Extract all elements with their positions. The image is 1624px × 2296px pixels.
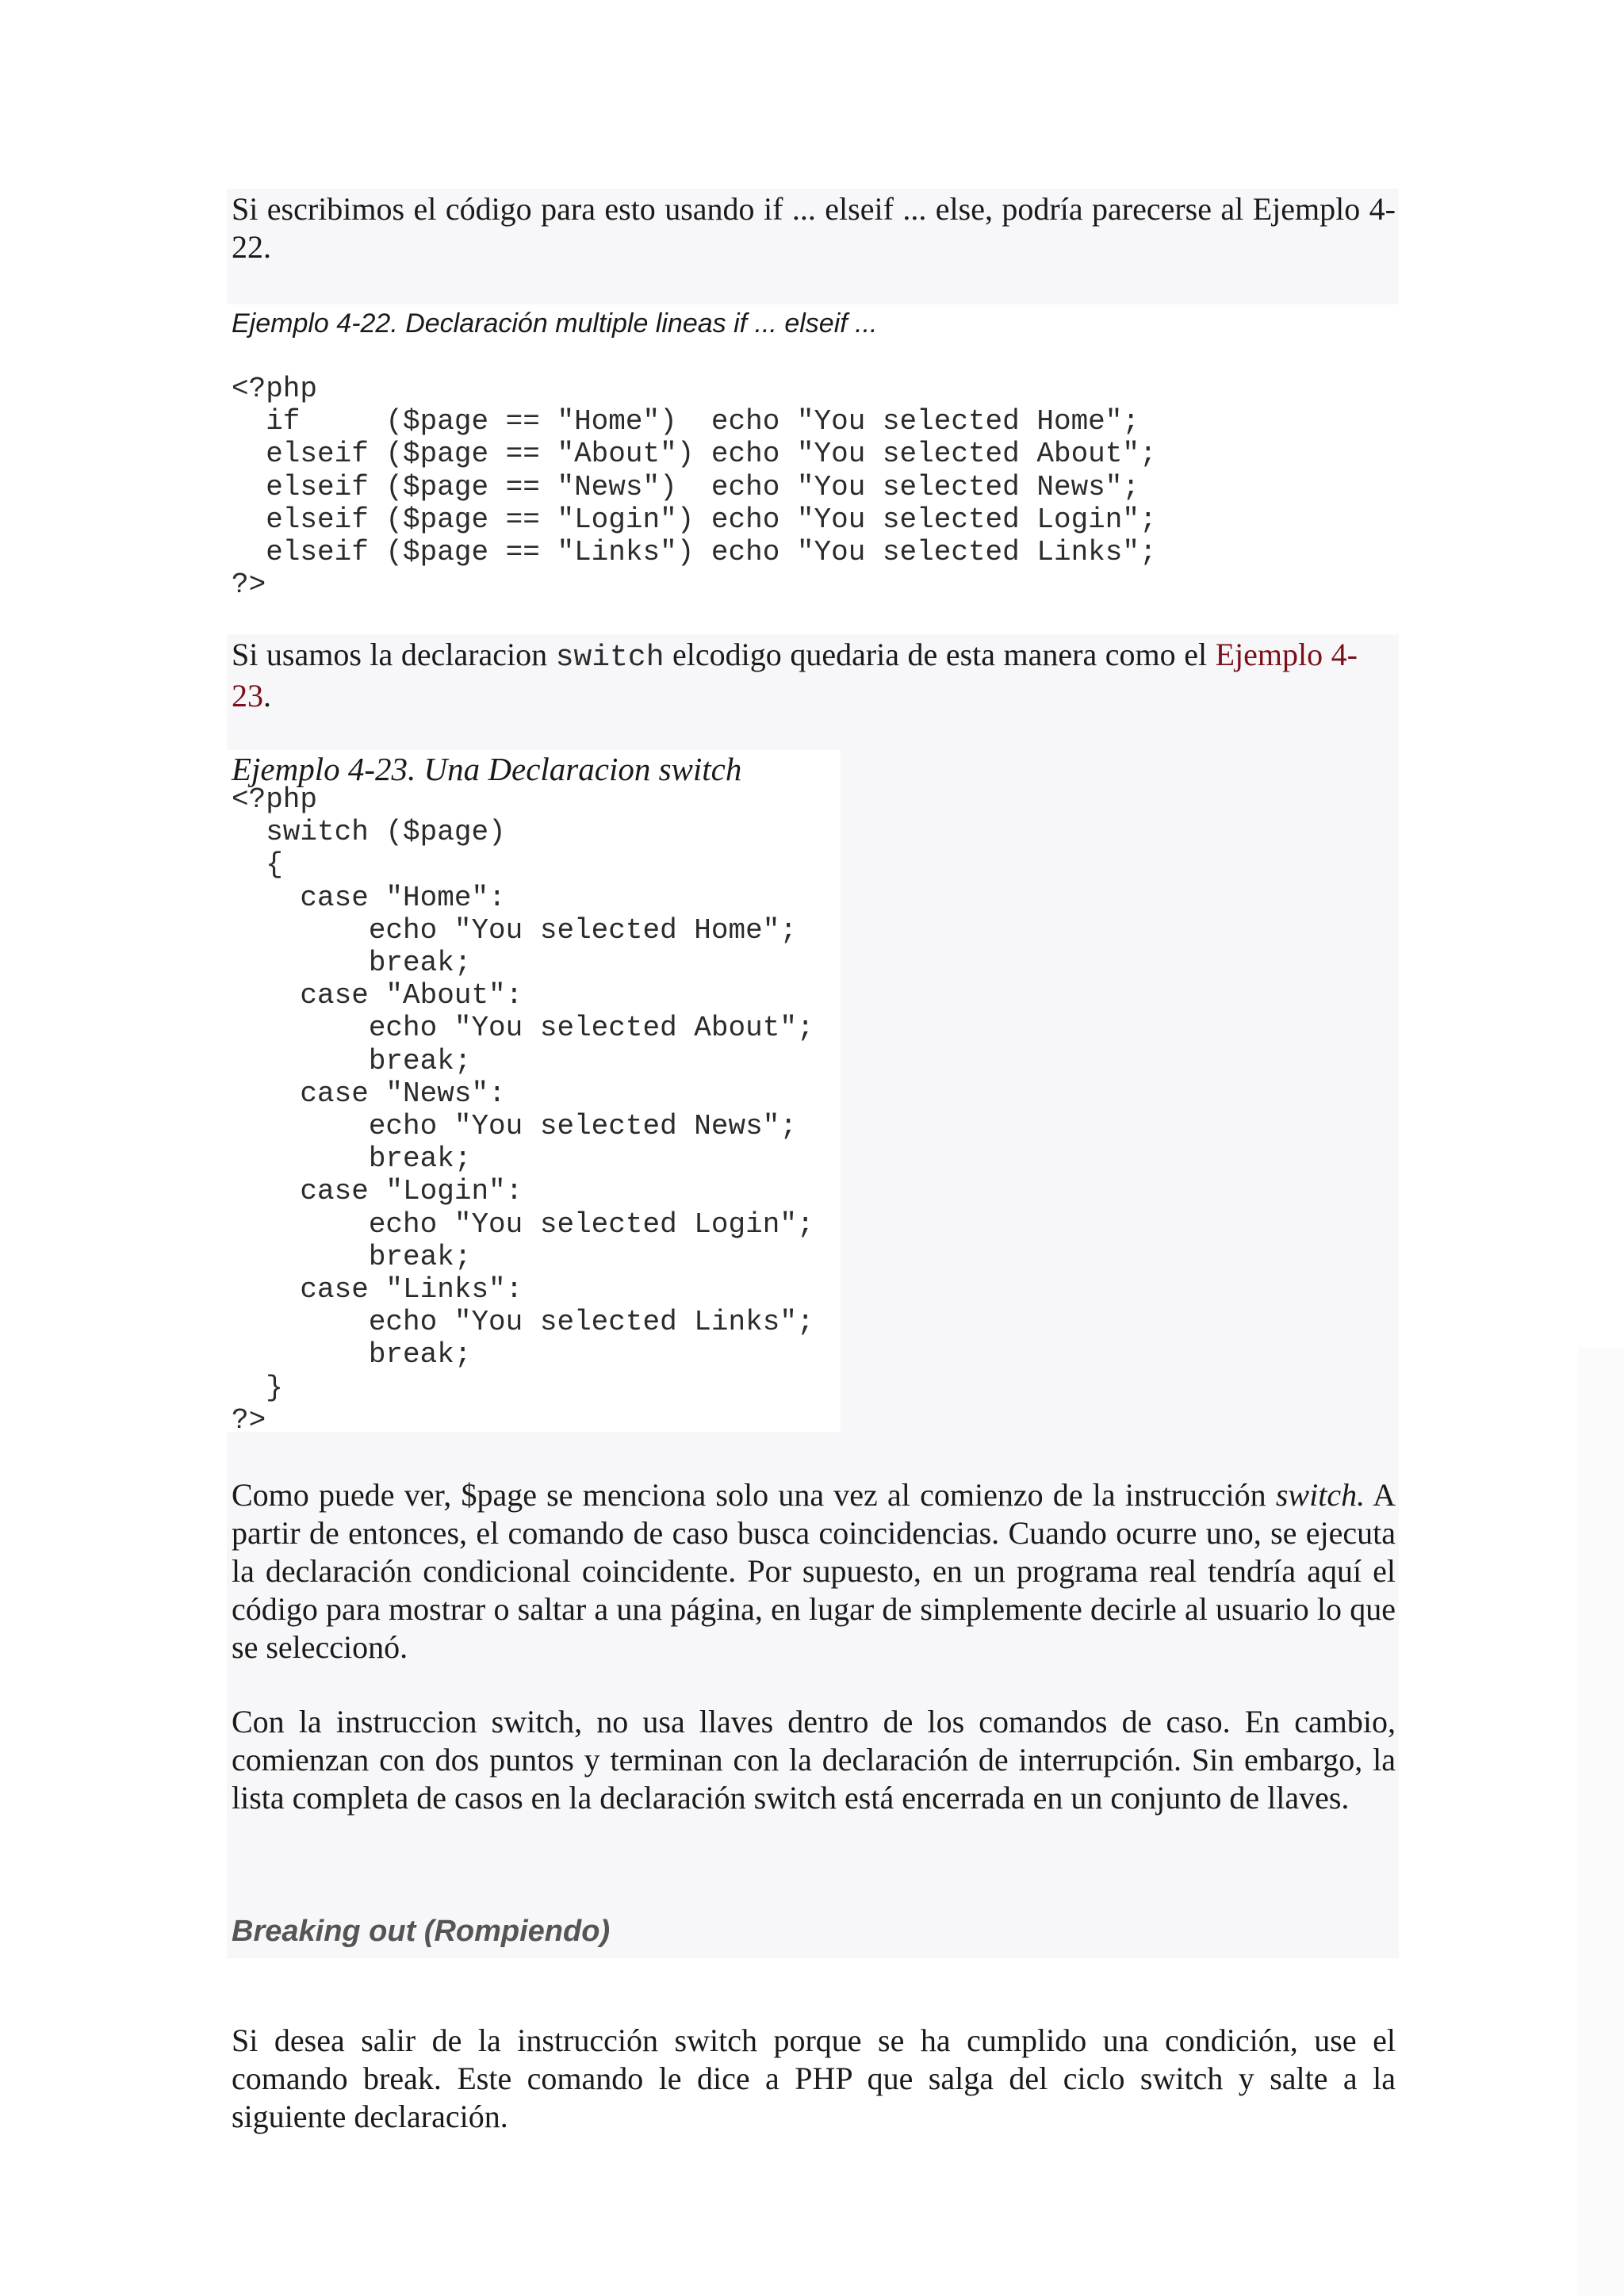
break-paragraph: Si desea salir de la instrucción switch porque se ha cumplido una condición, use el comando break. Este comando le dice a PHP que salga del ciclo switch y salte a la siguiente declaración. [232, 2022, 1396, 2134]
switch-intro-paragraph [232, 636, 1358, 715]
como-paragraph [232, 1476, 1396, 1667]
como-text-start: Como puede ver, $page se menciona solo una vez al comienzo de la instrucción [232, 1477, 1276, 1513]
switch-intro-text-middle: elcodigo quedaria de esta manera como el [664, 637, 1216, 672]
intro-paragraph: Si escribimos el código para esto usando if ... elseif ... else, podría parecerse al Ejemplo 4-22. [232, 191, 1396, 265]
example-23-shade [841, 750, 1399, 1432]
example-23-link[interactable]: Ejemplo 4-23 [232, 637, 1358, 714]
con-paragraph: Con la instruccion switch, no usa llaves dentro de los comandos de caso. En cambio, comienzan con dos puntos y terminan con la declaración de interrupción. Sin embargo, la lista completa de casos en la declaración switch está encerrada en un conjunto de llaves. [232, 1704, 1396, 1816]
example-23-code: <?php switch ($page) { case "Home": echo "You selected Home"; break; case "About": echo "You selected About"; break; case "News": echo "You selected News"; break; case "Login": echo "You selected Login"; break; case "Links": echo "You selected Links"; break; } ?> [232, 783, 814, 1437]
switch-italic: switch. [1275, 1477, 1365, 1513]
example-23-caption: Ejemplo 4-23. Una Declaracion switch [232, 751, 742, 787]
example-22-code: <?php if ($page == "Home") echo "You selected Home"; elseif ($page == "About") echo "You selected About"; elseif ($page == "News") echo "You selected News"; elseif ($page == "Login") echo "You selected Login"; elseif ($page == "Links") echo "You selected Links"; ?> [232, 373, 1157, 602]
como-text-end: A partir de entonces, el comando de caso busca coincidencias. Cuando ocurre uno, se ejecuta la declaración condicional coincidente. Por supuesto, en un programa real tendría aquí el código para mostrar o saltar a una página, en lugar de simplemente decirle al usuario lo que se seleccionó. [232, 1477, 1396, 1665]
example-22-caption: Ejemplo 4-22. Declaración multiple lineas if ... elseif ... [232, 308, 878, 339]
page-edge-shade [1578, 1348, 1624, 2296]
switch-keyword: switch [555, 641, 665, 675]
switch-intro-text-start: Si usamos la declaracion [232, 637, 556, 672]
switch-intro-text-end: . [263, 678, 271, 714]
section-heading: Breaking out (Rompiendo) [232, 1915, 611, 1948]
